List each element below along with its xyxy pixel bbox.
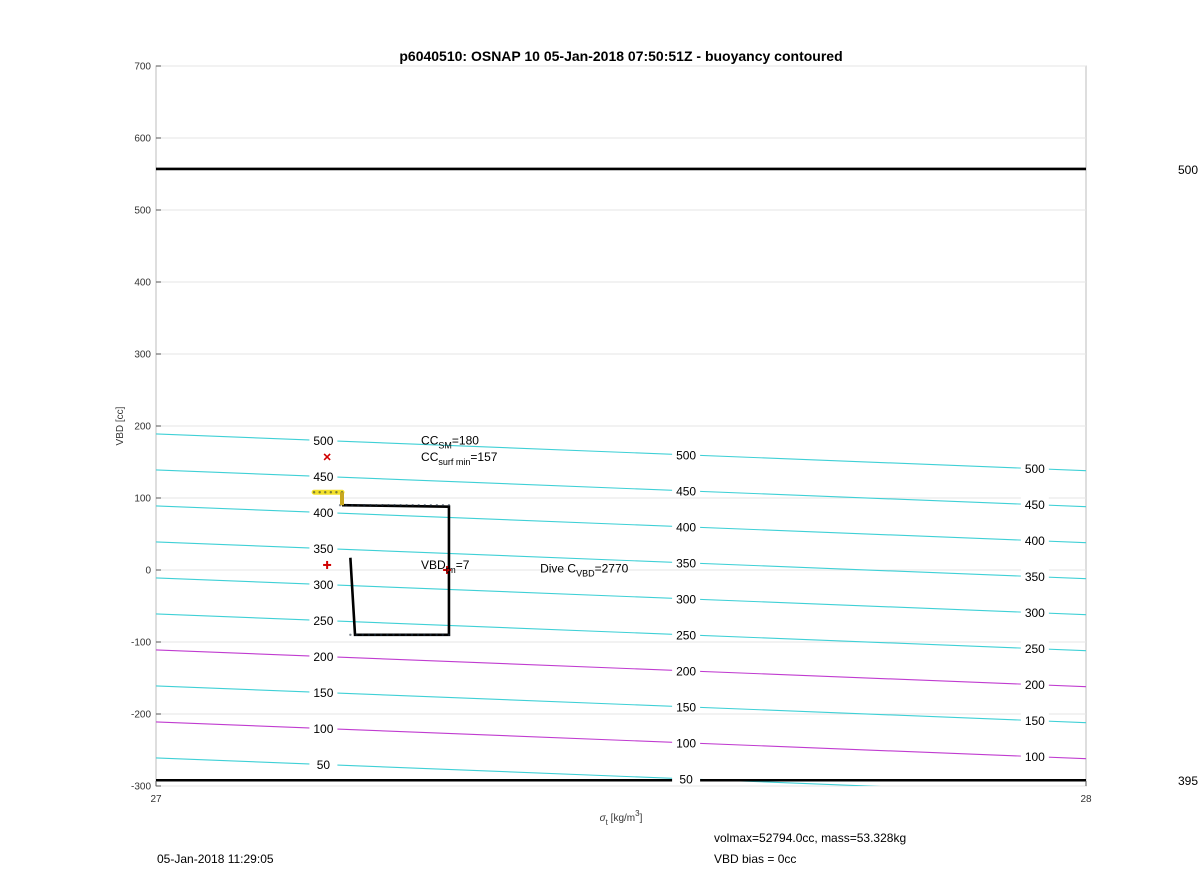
contour-label-300: 300 <box>676 592 697 607</box>
x-tick-label: 27 <box>150 794 162 805</box>
footer-timestamp: 05-Jan-2018 11:29:05 <box>157 852 274 866</box>
annotation-tail: =2770 <box>594 561 629 576</box>
segment-point <box>375 504 377 506</box>
contour-label-150: 150 <box>1024 714 1045 729</box>
segment-point <box>430 504 432 506</box>
chart-title: p6040510: OSNAP 10 05-Jan-2018 07:50:51Z - buoyancy contoured <box>399 48 843 64</box>
contour-label-400: 400 <box>313 506 334 521</box>
annotation-main: CC <box>421 449 439 464</box>
y-tick-label: 600 <box>134 133 151 145</box>
reference-line-label: 395 <box>1177 774 1199 789</box>
annotation-main: VBD <box>421 557 446 572</box>
segment-point <box>335 491 337 493</box>
footer-volmax: volmax=52794.0cc, mass=53.328kg <box>714 831 907 845</box>
segment-point <box>351 504 353 506</box>
segment-point <box>368 634 370 636</box>
segment-point <box>386 634 388 636</box>
contour-label-450: 450 <box>676 484 697 499</box>
segment-point <box>345 504 347 506</box>
segment-point <box>330 491 332 493</box>
x-tick-label: 28 <box>1080 794 1092 805</box>
contour-label-100: 100 <box>1024 750 1045 765</box>
contour-label-200: 200 <box>1024 678 1045 693</box>
x-axis-label-unit: [kg/m <box>607 813 636 824</box>
y-tick-label: 400 <box>134 277 151 289</box>
contour-label-100: 100 <box>313 722 334 737</box>
segment-point <box>392 634 394 636</box>
annotation-tail: =157 <box>470 449 498 464</box>
contour-label-350: 350 <box>1024 570 1045 585</box>
segment-point <box>448 504 450 506</box>
contour-label-50: 50 <box>316 758 331 773</box>
segment-point <box>435 634 437 636</box>
x-axis-label-sub: t <box>605 818 608 827</box>
segment-point <box>324 491 326 493</box>
x-axis-label-symbol: σ <box>599 813 606 824</box>
contour-label-400: 400 <box>1024 534 1045 549</box>
annotation-sub: surf min <box>438 456 471 467</box>
segment-point <box>448 634 450 636</box>
segment-point <box>411 504 413 506</box>
segment-point <box>442 634 444 636</box>
contour-label-100: 100 <box>676 736 697 751</box>
segment-point <box>429 634 431 636</box>
segment-point <box>411 634 413 636</box>
annotation-main: Dive C <box>540 561 577 576</box>
segment-point <box>318 491 320 493</box>
contour-label-200: 200 <box>676 664 697 679</box>
segment-point <box>349 634 351 636</box>
annotation-sub: VBD <box>576 568 595 579</box>
y-tick-label: -300 <box>130 781 151 793</box>
annotation-sub: tm <box>445 564 456 575</box>
segment-point <box>387 504 389 506</box>
y-tick-label: 0 <box>145 565 151 577</box>
segment-point <box>393 504 395 506</box>
segment-point <box>369 504 371 506</box>
contour-label-50: 50 <box>679 772 693 787</box>
contour-label-500: 500 <box>1024 462 1045 477</box>
y-tick-label: -100 <box>130 637 151 649</box>
annotation-tail: =180 <box>451 433 479 448</box>
segment-point <box>405 634 407 636</box>
segment-point <box>380 634 382 636</box>
y-tick-label: 500 <box>134 205 151 217</box>
contour-label-150: 150 <box>313 686 334 701</box>
segment-point <box>405 504 407 506</box>
segment-point <box>399 504 401 506</box>
footer-vbd-bias: VBD bias = 0cc <box>714 852 797 866</box>
segment-point <box>357 504 359 506</box>
y-tick-label: 100 <box>134 493 151 505</box>
segment-point <box>424 504 426 506</box>
segment-point <box>423 634 425 636</box>
contour-label-300: 300 <box>313 578 334 593</box>
y-axis-label: VBD [cc] <box>115 406 126 446</box>
y-tick-label: 200 <box>134 421 151 433</box>
x-axis-label-unit-sup: 3 <box>635 809 640 818</box>
reference-line-label: 500 <box>1177 162 1199 177</box>
y-tick-label: -200 <box>130 709 151 721</box>
annotation-main: CC <box>421 433 439 448</box>
contour-label-250: 250 <box>1024 642 1045 657</box>
contour-label-350: 350 <box>313 542 334 557</box>
segment-point <box>436 504 438 506</box>
contour-label-500: 500 <box>313 434 334 449</box>
segment-point <box>363 504 365 506</box>
contour-label-150: 150 <box>676 700 697 715</box>
contour-label-400: 400 <box>676 520 697 535</box>
contour-label-450: 450 <box>1024 498 1045 513</box>
contour-label-250: 250 <box>313 614 334 629</box>
segment-point <box>442 504 444 506</box>
segment-point <box>398 634 400 636</box>
contour-label-250: 250 <box>676 628 697 643</box>
annotation-sub: SM <box>438 440 452 451</box>
segment-point <box>361 634 363 636</box>
contour-label-200: 200 <box>313 650 334 665</box>
contour-label-500: 500 <box>676 448 697 463</box>
x-axis-label-close: ] <box>639 813 643 824</box>
y-tick-label: 700 <box>134 61 151 73</box>
annotation-tail: =7 <box>455 557 470 572</box>
contour-label-450: 450 <box>313 470 334 485</box>
segment-point <box>381 504 383 506</box>
y-tick-label: 300 <box>134 349 151 361</box>
segment-point <box>417 634 419 636</box>
segment-point <box>374 634 376 636</box>
segment-point <box>355 634 357 636</box>
segment-point <box>418 504 420 506</box>
contour-label-350: 350 <box>676 556 697 571</box>
x-axis-label <box>600 809 643 827</box>
segment-point <box>313 491 315 493</box>
contour-label-300: 300 <box>1024 606 1045 621</box>
